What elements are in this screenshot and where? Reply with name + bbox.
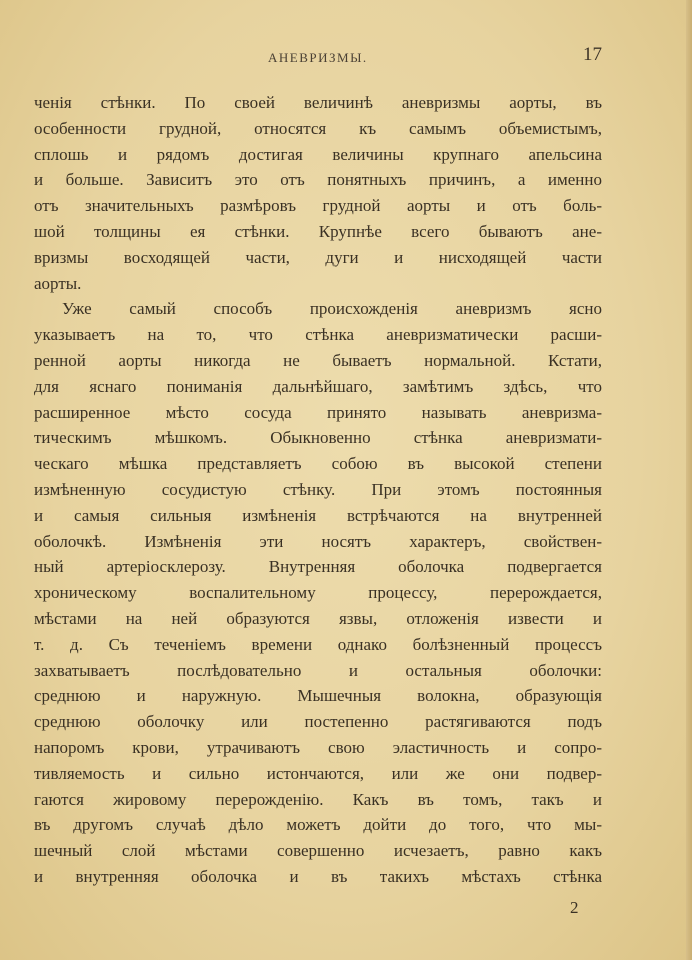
text-line: для яснаго пониманія дальнѣйшаго, замѣтимъ здѣсь, что bbox=[34, 376, 602, 396]
text-line: и больше. Зависитъ это отъ понятныхъ причинъ, а именно bbox=[34, 170, 602, 190]
text-line: хроническому воспалительному процессу, перерождается, bbox=[34, 583, 602, 603]
page-number: 17 bbox=[583, 44, 602, 65]
text-line: т. д. Съ теченіемъ времени однако болѣзненный процессъ bbox=[34, 634, 602, 654]
text-line: вризмы восходящей части, дуги и нисходящей части bbox=[34, 247, 602, 267]
page-edge bbox=[686, 0, 692, 960]
text-line: отъ значительныхъ размѣровъ грудной аорты и отъ боль- bbox=[34, 196, 602, 216]
page-header bbox=[36, 44, 604, 68]
text-line: Уже самый способъ происхожденія аневризмъ ясно bbox=[62, 299, 602, 319]
text-line: сплошь и рядомъ достигая величины крупнаго апельсина bbox=[34, 144, 602, 164]
text-line: измѣненную сосудистую стѣнку. При этомъ постоянныя bbox=[34, 479, 602, 499]
text-line: ренной аорты никогда не бываетъ нормальной. Кстати, bbox=[34, 350, 602, 370]
text-line: мѣстами на ней образуются язвы, отложенія извести и bbox=[34, 608, 602, 628]
text-line: тическимъ мѣшкомъ. Обыкновенно стѣнка аневризмати- bbox=[34, 428, 602, 448]
text-line: гаются жировому перерожденію. Какъ въ томъ, такъ и bbox=[34, 789, 602, 809]
signature-mark: 2 bbox=[570, 898, 579, 917]
text-line: среднюю оболочку или постепенно растягиваются подъ bbox=[34, 712, 602, 732]
text-line: тивляемость и сильно истончаются, или же они подвер- bbox=[34, 763, 602, 783]
text-line: ческаго мѣшка представляетъ собою въ высокой степени bbox=[34, 454, 602, 474]
text-line: напоромъ крови, утрачиваютъ свою эластичность и сопро- bbox=[34, 737, 602, 757]
text-line: шечный слой мѣстами совершенно исчезаетъ, равно какъ bbox=[34, 841, 602, 861]
text-line: ченія стѣнки. По своей величинѣ аневризмы аорты, въ bbox=[34, 93, 602, 112]
running-head: АНЕВРИЗМЫ. bbox=[268, 50, 368, 65]
text-line: захватываетъ послѣдовательно и остальныя оболочки: bbox=[34, 660, 602, 680]
text-line: среднюю и наружную. Мышечныя волокна, образующія bbox=[34, 686, 602, 706]
body-text bbox=[34, 90, 602, 890]
text-line: въ другомъ случаѣ дѣло можетъ дойти до того, что мы- bbox=[34, 815, 602, 835]
text-line: указываетъ на то, что стѣнка аневризматически расши- bbox=[34, 325, 602, 345]
text-line: ный артеріосклерозу. Внутренняя оболочка подвергается bbox=[34, 557, 602, 577]
text-line: шой толщины ея стѣнки. Крупнѣе всего бываютъ ане- bbox=[34, 221, 602, 241]
text-line: и самыя сильныя измѣненія встрѣчаются на внутренней bbox=[34, 505, 602, 525]
text-line: аорты. bbox=[34, 273, 82, 293]
text-line: оболочкѣ. Измѣненія эти носятъ характеръ, свойствен- bbox=[34, 531, 602, 551]
text-line: особенности грудной, относятся къ самымъ объемистымъ, bbox=[34, 118, 602, 138]
text-line: и внутренняя оболочка и въ такихъ мѣстахъ стѣнка bbox=[34, 866, 602, 886]
text-line: расширенное мѣсто сосуда принято называть аневризма- bbox=[34, 402, 602, 422]
